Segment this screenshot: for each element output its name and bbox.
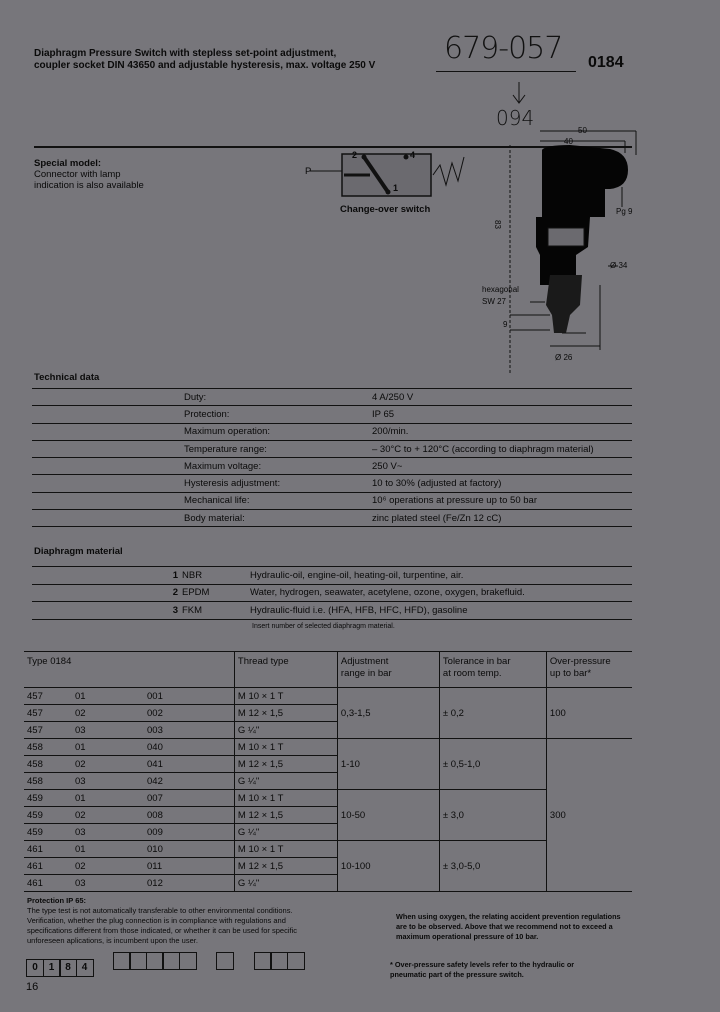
table-cell: 010 [144,841,234,858]
code-box: 0 [26,959,44,977]
table-cell: 461 [24,875,72,892]
table-row [24,739,632,756]
table-cell: Water, hydrogen, seawater, acetylene, ozone, oxygen, brakefluid. [250,584,632,602]
code-box-empty [113,952,131,970]
table-cell: 10 to 30% (adjusted at factory) [372,475,632,492]
special-model-heading: Special model: [34,158,102,169]
table-row [32,475,632,492]
header-over-pressure: up to bar* [549,668,592,679]
table-row [32,584,632,602]
table-cell: 4 A/250 V [372,389,632,406]
header-tolerance: Tolerance in bar [442,656,511,667]
table-cell: Hysteresis adjustment: [184,475,372,492]
table-cell [32,510,184,527]
page-number: 16 [26,981,39,993]
dim-50: 50 [578,126,587,135]
table-cell: 01 [72,841,144,858]
table-row [32,602,632,620]
table-cell: 03 [72,773,144,790]
header-tolerance: at room temp. [442,668,502,679]
table-cell [32,423,184,440]
table-cell [32,440,184,457]
table-cell: 008 [144,807,234,824]
table-cell: G ¼" [234,824,337,841]
technical-data-table [32,388,632,527]
table-cell: 2 [32,584,182,602]
table-cell: 03 [72,824,144,841]
handwritten-part-number: 679-057 [444,31,563,66]
table-cell: 459 [24,807,72,824]
code-box: 4 [76,959,94,977]
protection-heading: Protection IP 65: [27,896,87,905]
title-line-1: Diaphragm Pressure Switch with stepless set-point adjustment, [34,48,337,59]
table-cell: 02 [72,756,144,773]
table-cell: M 12 × 1,5 [234,858,337,875]
table-cell [546,652,632,688]
table-cell: EPDM [182,584,250,602]
table-cell: 009 [144,824,234,841]
code-box: 1 [43,959,61,977]
table-row [32,406,632,423]
table-cell: 002 [144,705,234,722]
code-box-empty [287,952,305,970]
over-pressure-footnote: * Over-pressure safety levels refer to the hydraulic or pneumatic part of the pressure switch. [390,960,575,979]
table-row [32,423,632,440]
table-cell: 300 [546,739,632,892]
header-over-pressure: Over-pressure [549,656,611,667]
title-line-2: coupler socket DIN 43650 and adjustable hysteresis, max. voltage 250 V [34,60,376,71]
table-cell [32,458,184,475]
table-cell: 03 [72,875,144,892]
pressure-switch-drawing [470,125,650,375]
product-title [34,48,434,72]
table-cell: 3 [32,602,182,620]
table-cell: 02 [72,858,144,875]
table-cell: 1-10 [337,739,439,790]
table-cell: 042 [144,773,234,790]
table-row [32,458,632,475]
table-cell: M 12 × 1,5 [234,705,337,722]
switch-caption: Change-over switch [340,204,431,215]
table-cell: M 12 × 1,5 [234,807,337,824]
handwritten-suffix: 094 [496,106,535,130]
table-cell: M 12 × 1,5 [234,756,337,773]
table-cell: 10-50 [337,790,439,841]
table-cell: 02 [72,807,144,824]
table-cell: 461 [24,841,72,858]
table-cell: Mechanical life: [184,492,372,509]
diaphragm-material-heading: Diaphragm material [34,546,123,557]
table-cell: 457 [24,688,72,705]
table-cell: G ¼" [234,875,337,892]
table-cell [32,406,184,423]
table-cell: ± 3,0-5,0 [439,841,546,892]
table-cell: 007 [144,790,234,807]
table-cell: 10⁶ operations at pressure up to 50 bar [372,492,632,509]
code-box-empty [270,952,288,970]
table-cell [439,652,546,688]
table-cell: 011 [144,858,234,875]
table-cell: Maximum voltage: [184,458,372,475]
table-cell: Protection: [184,406,372,423]
table-cell: 459 [24,790,72,807]
table-cell: FKM [182,602,250,620]
table-row [32,389,632,406]
table-cell: 458 [24,756,72,773]
table-cell: 100 [546,688,632,739]
table-cell: 02 [72,705,144,722]
header-adjustment: range in bar [340,668,392,679]
types-table [24,651,632,892]
label-2: 2 [352,150,358,160]
table-row [24,790,632,807]
table-row [24,841,632,858]
dim-40: 40 [564,137,573,146]
table-cell: 457 [24,705,72,722]
technical-data-heading: Technical data [34,372,100,383]
table-cell: M 10 × 1 T [234,739,337,756]
table-cell: ± 0,2 [439,688,546,739]
label-p: P [305,166,312,177]
table-row [24,652,632,688]
sw-label: SW 27 [482,297,507,306]
change-over-switch-diagram [300,145,480,205]
table-cell: Hydraulic-fluid i.e. (HFA, HFB, HFC, HFD), gasoline [250,602,632,620]
code-box-empty [179,952,197,970]
special-model-line: indication is also available [34,180,144,191]
table-cell: G ¼" [234,773,337,790]
table-cell: 01 [72,739,144,756]
table-cell: 0,3-1,5 [337,688,439,739]
table-cell: 012 [144,875,234,892]
code-box: 8 [59,959,77,977]
table-cell: 01 [72,688,144,705]
table-cell: 03 [72,722,144,739]
table-cell: NBR [182,567,250,585]
title-underline [436,71,576,72]
code-box-empty [146,952,164,970]
table-cell: 10-100 [337,841,439,892]
table-cell: 458 [24,739,72,756]
table-cell: 001 [144,688,234,705]
table-cell: 003 [144,722,234,739]
header-thread: Thread type [234,652,337,688]
table-cell: 458 [24,773,72,790]
label-1: 1 [393,183,399,193]
dim-9: 9 [503,320,508,329]
table-cell: 1 [32,567,182,585]
table-cell: M 10 × 1 T [234,790,337,807]
dim-height: 83 [492,220,502,229]
table-row [32,492,632,509]
table-cell: M 10 × 1 T [234,688,337,705]
table-cell: 041 [144,756,234,773]
table-cell: G ¼" [234,722,337,739]
protection-note [27,896,317,946]
code-box-empty [129,952,147,970]
special-model-line: Connector with lamp [34,169,121,180]
code-box-material [216,952,234,970]
table-cell: 01 [72,790,144,807]
table-row [24,688,632,705]
table-row [32,510,632,527]
table-cell: M 10 × 1 T [234,841,337,858]
table-cell: 457 [24,722,72,739]
table-row [32,440,632,457]
table-row [32,567,632,585]
table-cell: Hydraulic-oil, engine-oil, heating-oil, turpentine, air. [250,567,632,585]
table-cell: IP 65 [372,406,632,423]
table-cell: ± 0,5-1,0 [439,739,546,790]
pg-label: Pg 9 [616,207,633,216]
table-cell [32,492,184,509]
table-cell: 200/min. [372,423,632,440]
table-cell: 461 [24,858,72,875]
dia-26: Ø 26 [555,353,573,362]
code-box-empty [254,952,272,970]
special-model-note [34,158,144,191]
hex-label: hexagonal [482,285,519,294]
table-cell: 040 [144,739,234,756]
protection-text: The type test is not automatically transferable to other environmental conditions. Verification, whether the plug connection is in compliance with regulations and specifications different from those indicated, or whether it can be used for specific unforeseen aplications, is incumbent upon the user. [27,906,298,945]
table-cell [337,652,439,688]
table-cell: zinc plated steel (Fe/Zn 12 cC) [372,510,632,527]
header-adjustment: Adjustment [340,656,389,667]
diaphragm-note: Insert number of selected diaphragm material. [252,623,395,630]
order-code-field [26,952,303,977]
dia-34: Ø 34 [610,261,628,270]
table-cell: Body material: [184,510,372,527]
table-cell: ± 3,0 [439,790,546,841]
header-type: Type 0184 [24,652,234,688]
code-box-empty [162,952,180,970]
table-cell: – 30°C to + 120°C (according to diaphragm material) [372,440,632,457]
table-cell: 250 V~ [372,458,632,475]
table-cell: 459 [24,824,72,841]
part-number: 0184 [588,54,624,71]
label-4: 4 [410,150,416,160]
oxygen-note: When using oxygen, the relating accident prevention regulations are to be observed. Above that we recommend not to exceed a maximum operational pressure of 10 bar. [396,912,621,941]
table-cell: Maximum operation: [184,423,372,440]
arrow-down-icon [510,80,528,106]
table-cell [32,389,184,406]
table-cell: Duty: [184,389,372,406]
table-cell [32,475,184,492]
diaphragm-material-table [32,566,632,620]
table-cell: Temperature range: [184,440,372,457]
